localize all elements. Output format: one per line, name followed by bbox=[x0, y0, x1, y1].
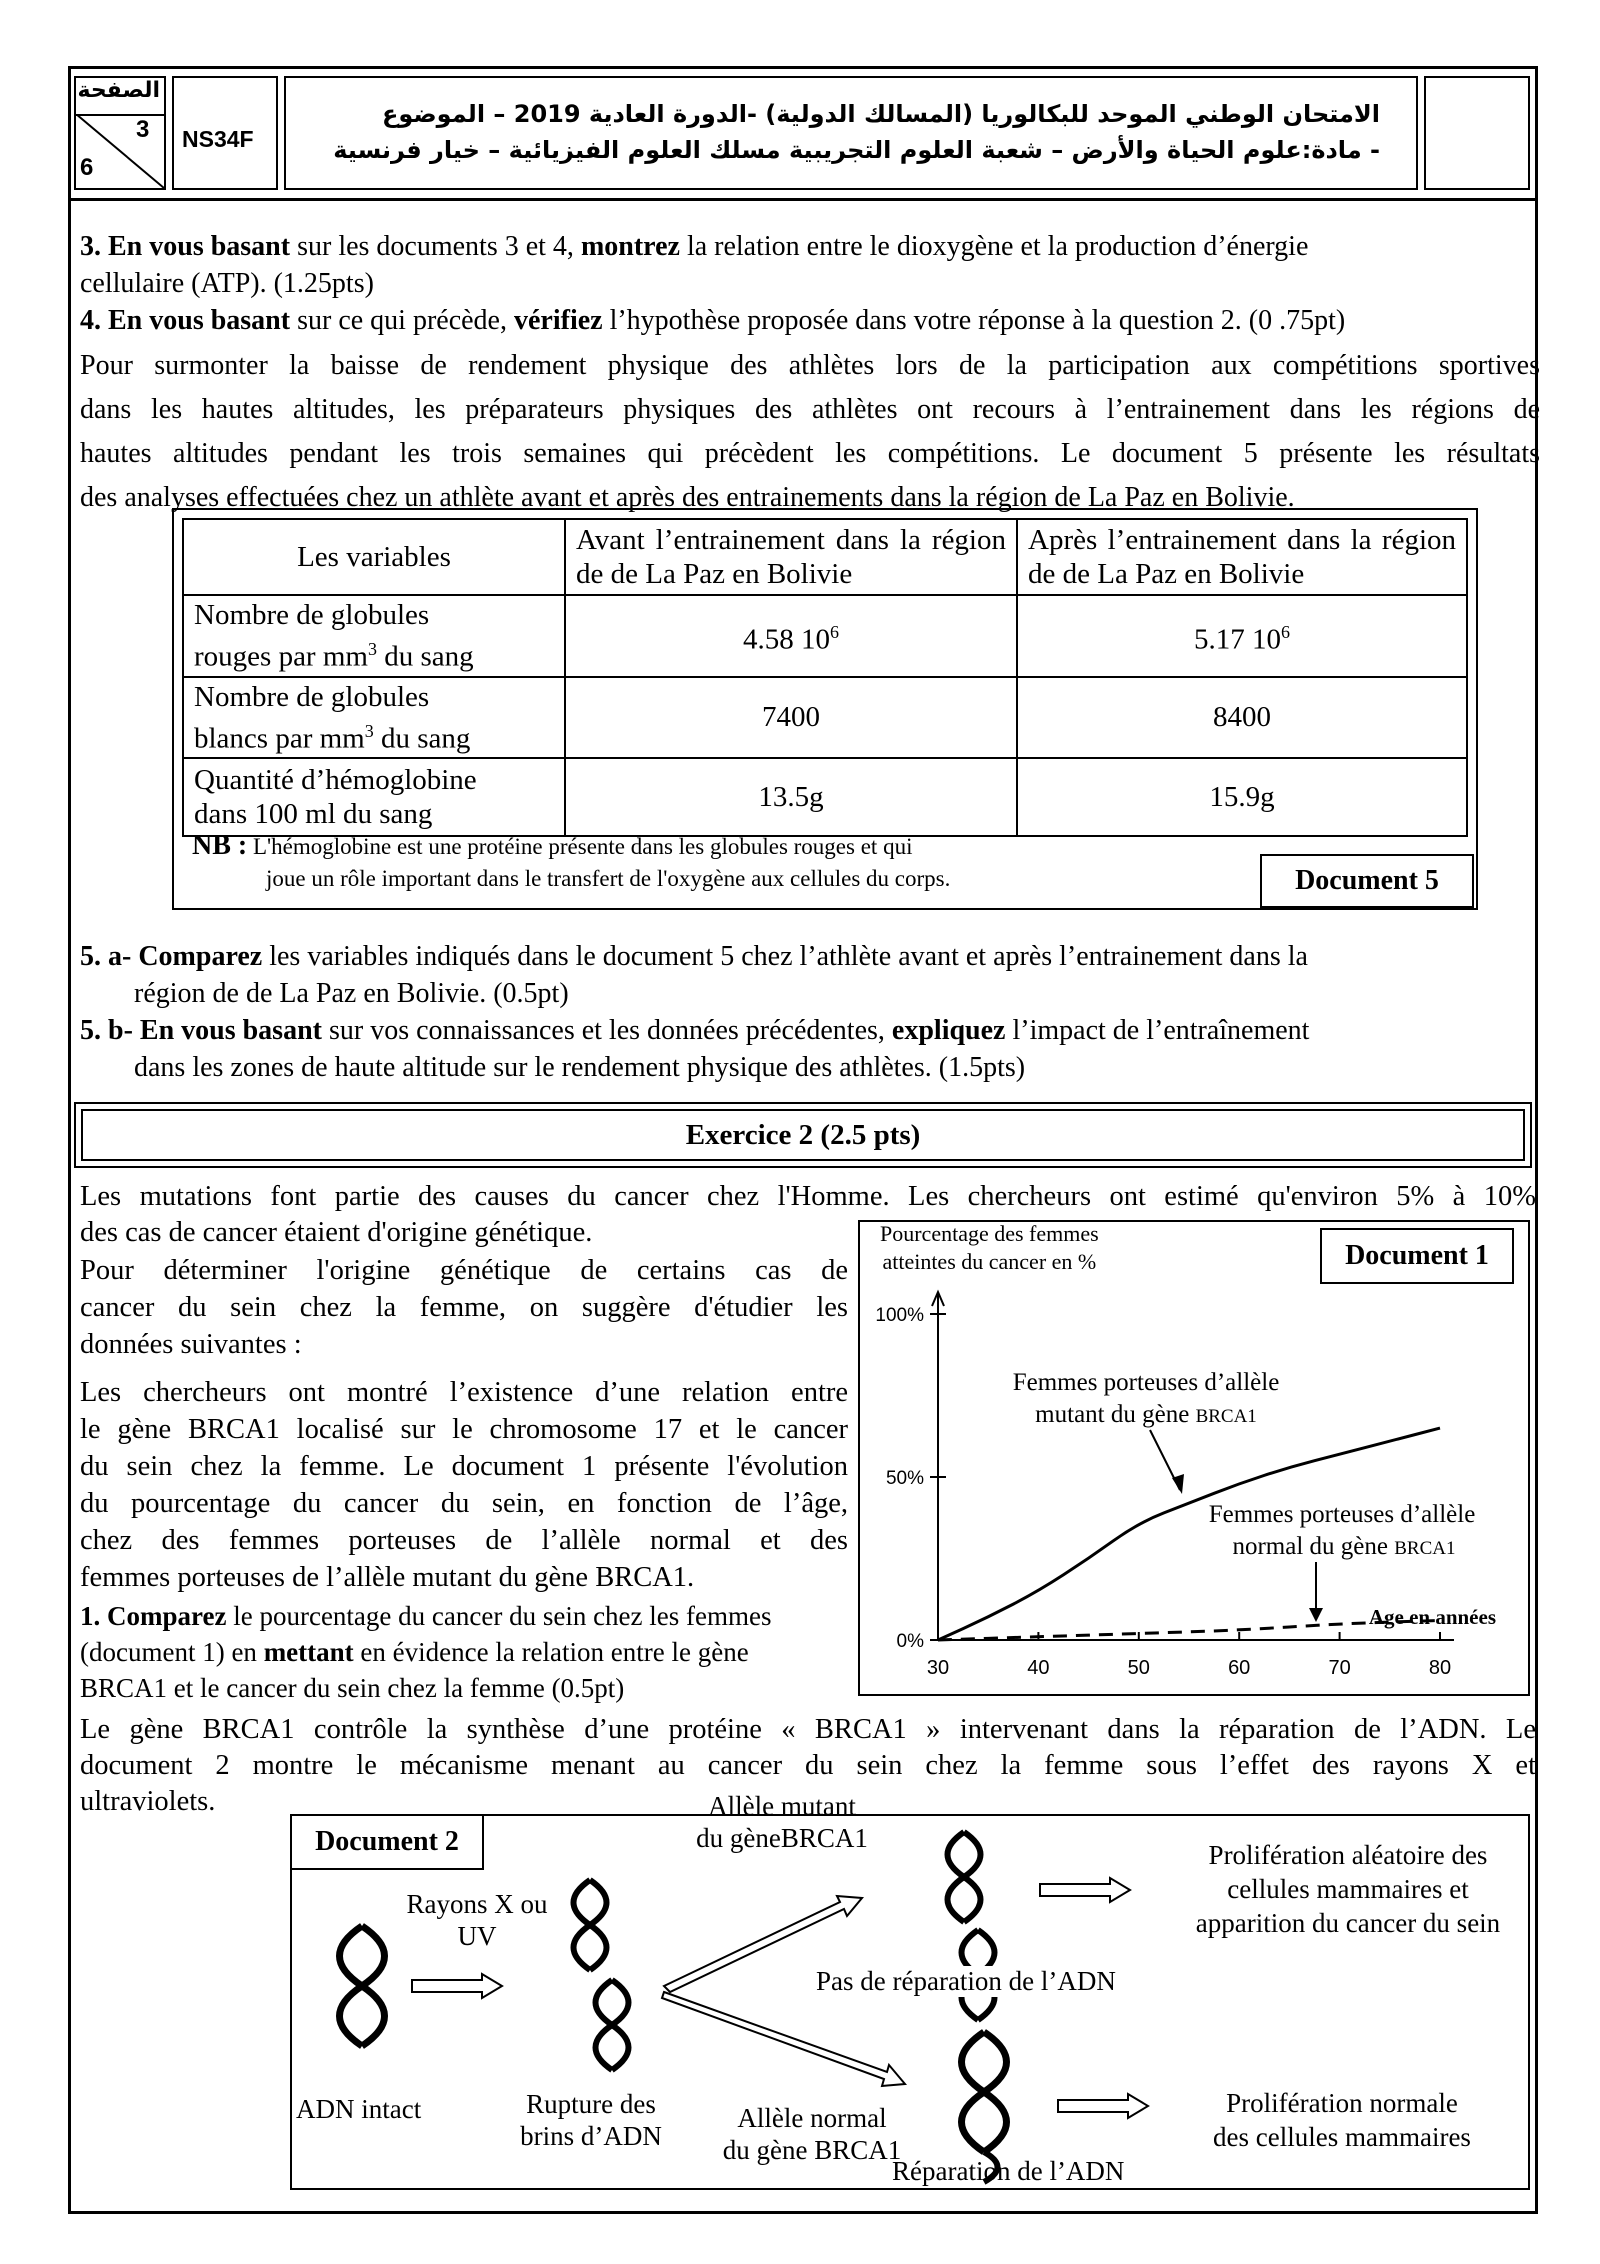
ex2-question-1 bbox=[80, 1598, 860, 1706]
variable-line: Nombre de globules bbox=[194, 599, 430, 631]
intro-line: des analyses effectuées chez un athlète avant et après des entrainements dans la région de La Paz en Bolivie. bbox=[80, 482, 1295, 513]
ex2-left-line: cancer du sein chez la femme, on suggère d'étudier les bbox=[80, 1292, 848, 1323]
ex2-q1-verb: mettant bbox=[263, 1637, 354, 1667]
ex2-after-line: Le gène BRCA1 contrôle la synthèse d’une protéine « BRCA1 » intervenant dans la réparation de l’ADN. Le bbox=[80, 1714, 1536, 1745]
page-current: 3 bbox=[136, 116, 150, 143]
document-2-frame bbox=[290, 1791, 1530, 2190]
x-tick-label: 50 bbox=[1127, 1657, 1150, 1679]
nb-line2: joue un rôle important dans le transfert de l'oxygène aux cellules du corps. bbox=[266, 866, 951, 891]
series-normal-label-gene: BRCA1 bbox=[1394, 1538, 1456, 1559]
page-total: 6 bbox=[80, 154, 94, 181]
table-cell-before: 13.5g bbox=[565, 758, 1017, 836]
exercise-2-title: Exercice 2 (2.5 pts) bbox=[685, 1119, 921, 1151]
question-5a bbox=[80, 938, 1550, 1012]
cancer-line1: Prolifération aléatoire des bbox=[1208, 1840, 1488, 1870]
nb-line1: L'hémoglobine est une protéine présente dans les globules rouges et qui bbox=[247, 834, 913, 859]
normal-prolif-line2: des cellules mammaires bbox=[1213, 2122, 1471, 2152]
ex2-left-line: du pourcentage du cancer du sein, en fonction de l’âge, bbox=[80, 1488, 848, 1519]
ex2-q1-text: (document 1) en bbox=[80, 1637, 264, 1667]
exam-code: NS34F bbox=[182, 126, 254, 152]
document-2-label: Document 2 bbox=[290, 1814, 484, 1870]
q5b-text1: sur vos connaissances et les données précédentes, bbox=[321, 1015, 892, 1046]
q3-lead: 3. En vous basant bbox=[80, 231, 291, 262]
rupture-label bbox=[506, 2088, 676, 2152]
q3-line2: cellulaire (ATP). (1.25pts) bbox=[80, 268, 374, 299]
document-1-label: Document 1 bbox=[1320, 1228, 1514, 1284]
exam-title-line2: - مادة:علوم الحياة والأرض – شعبة العلوم التجريبية مسلك العلوم الفيزيائية – خيار فرنسية bbox=[333, 136, 1380, 164]
grade-box bbox=[1424, 76, 1530, 190]
ex2-left-line: chez des femmes porteuses de l’allèle normal et des bbox=[80, 1525, 848, 1556]
x-tick-label: 40 bbox=[1027, 1657, 1050, 1679]
exercise-2-banner bbox=[74, 1102, 1532, 1168]
q4-text2: l’hypothèse proposée dans votre réponse à la question 2. (0 .75pt) bbox=[602, 305, 1346, 336]
ex2-after-line: ultraviolets. bbox=[80, 1786, 216, 1817]
variable-line: Quantité d’hémoglobine bbox=[194, 764, 477, 797]
document-5-frame bbox=[172, 508, 1478, 910]
cancer-line2: cellules mammaires et bbox=[1227, 1874, 1469, 1904]
ex2-q1-lead: 1. Comparez bbox=[80, 1601, 227, 1631]
ex2-left-line: femmes porteuses de l’allèle mutant du gène BRCA1. bbox=[80, 1562, 695, 1593]
exam-title-box bbox=[284, 76, 1418, 190]
repair-label: Réparation de l’ADN bbox=[892, 2156, 1125, 2186]
intro-line: hautes altitudes pendant les trois semaines qui précèdent les compétitions. Le document 5 présente les résultats bbox=[80, 438, 1540, 469]
table-cell-variable bbox=[183, 677, 565, 759]
intact-dna-icon bbox=[340, 1926, 385, 2046]
rays-line2: UV bbox=[457, 1921, 497, 1951]
ex2-left-line: Les chercheurs ont montré l’existence d’une relation entre bbox=[80, 1377, 848, 1408]
normal-arrow-icon bbox=[1058, 2094, 1148, 2118]
normal-prolif-line1: Prolifération normale bbox=[1226, 2088, 1458, 2118]
nb-label: NB : bbox=[192, 830, 248, 861]
mutant-broken-dna-top-icon bbox=[948, 1832, 981, 1922]
table-row bbox=[183, 595, 1467, 677]
table-header-cell: Les variables bbox=[183, 519, 565, 595]
mutant-line2: du gèneBRCA1 bbox=[696, 1823, 868, 1853]
q4-lead: 4. En vous basant bbox=[80, 305, 291, 336]
y-tick-label: 0% bbox=[896, 1631, 924, 1652]
cancer-result-label bbox=[1172, 1838, 1524, 1940]
x-tick-label: 60 bbox=[1228, 1657, 1251, 1679]
cancer-arrow-icon bbox=[1040, 1878, 1130, 1902]
rays-line1: Rayons X ou bbox=[406, 1889, 548, 1919]
ex2-q1-text: le pourcentage du cancer du sein chez les femmes bbox=[226, 1601, 772, 1631]
x-tick-label: 30 bbox=[926, 1657, 950, 1679]
table-cell-before: 7400 bbox=[565, 677, 1017, 759]
rays-arrow-icon bbox=[412, 1974, 502, 1998]
ex2-left-line: données suivantes : bbox=[80, 1329, 302, 1360]
series-normal-label: normal du gène BRCA1 bbox=[1232, 1533, 1456, 1560]
ex2-intro-line2: des cas de cancer étaient d'origine génétique. bbox=[80, 1217, 593, 1248]
ex2-left-block2 bbox=[80, 1374, 848, 1596]
q5a-line2: région de de La Paz en Bolivie. (0.5pt) bbox=[134, 978, 569, 1009]
series-mutant-label: mutant du gène BRCA1 bbox=[1035, 1401, 1257, 1428]
ex2-intro-line1: Les mutations font partie des causes du cancer chez l'Homme. Les chercheurs ont estimé qu'environ 5% à 10% bbox=[80, 1181, 1536, 1212]
ex2-after-line: document 2 montre le mécanisme menant au cancer du sein chez la femme sous l’effet des rayons X et bbox=[80, 1750, 1536, 1781]
q4-verb: vérifiez bbox=[513, 305, 603, 336]
ex2-q1-text: en évidence la relation entre le gène bbox=[353, 1637, 749, 1667]
x-tick-label: 70 bbox=[1328, 1657, 1351, 1679]
variable-line: dans 100 ml du sang bbox=[194, 798, 433, 831]
chart-title-line2: atteintes du cancer en % bbox=[882, 1249, 1097, 1274]
table-row bbox=[183, 758, 1467, 836]
rupture-line1: Rupture des bbox=[526, 2089, 656, 2119]
q5a-text1: les variables indiqués dans le document 5 chez l’athlète avant et après l’entrainement dans la bbox=[262, 941, 1308, 972]
page-number-box bbox=[74, 76, 166, 190]
ex2-left-block1 bbox=[80, 1252, 848, 1363]
variable-line: rouges par $mm^3$ du sang bbox=[194, 639, 474, 673]
variable-line: blancs par $mm^3$ du sang bbox=[194, 720, 471, 755]
normal-result-label bbox=[1172, 2086, 1512, 2154]
table-cell-after: 5.17 $10^6$ bbox=[1017, 595, 1467, 677]
series-normal-label: Femmes porteuses d’allèle bbox=[1208, 1501, 1476, 1528]
intro-line: Pour surmonter la baisse de rendement physique des athlètes lors de la participation aux compétitions sportives bbox=[80, 350, 1540, 381]
series-normal-line bbox=[938, 1620, 1440, 1640]
q5b-line2: dans les zones de haute altitude sur le rendement physique des athlètes. (1.5pts) bbox=[134, 1052, 1026, 1083]
table-cell-before: 4.58 $10^6$ bbox=[565, 595, 1017, 677]
q5a-lead: 5. a- Comparez bbox=[80, 941, 263, 972]
table-row bbox=[183, 677, 1467, 759]
exam-code-box bbox=[172, 76, 278, 190]
q3-text2: la relation entre le dioxygène et la production d’énergie bbox=[679, 231, 1309, 262]
q5b-verb: expliquez bbox=[891, 1015, 1006, 1046]
series-mutant-label: Femmes porteuses d’allèle bbox=[1012, 1369, 1280, 1396]
broken-dna-top-icon bbox=[574, 1880, 607, 1970]
ex2-left-line: le gène BRCA1 localisé sur le chromosome 17 et le cancer bbox=[80, 1414, 848, 1445]
mutant-allele-label bbox=[672, 1790, 892, 1854]
mutant-line1: Allèle mutant bbox=[708, 1791, 856, 1821]
no-repair-label: Pas de réparation de l’ADN bbox=[816, 1966, 1116, 1996]
y-tick-label: 100% bbox=[875, 1305, 924, 1326]
normal-line1: Allèle normal bbox=[737, 2103, 887, 2133]
q5b-lead: 5. b- En vous basant bbox=[80, 1015, 322, 1046]
rays-label bbox=[392, 1888, 562, 1952]
table-cell-variable bbox=[183, 595, 565, 677]
ex2-q1-text: BRCA1 et le cancer du sein chez la femme (0.5pt) bbox=[80, 1673, 625, 1703]
table-cell-after: 8400 bbox=[1017, 677, 1467, 759]
document-1-chart bbox=[860, 1222, 1528, 1694]
table-header-cell: Avant l’entrainement dans la région de de La Paz en Bolivie bbox=[565, 519, 1017, 595]
series-normal-pointer-head bbox=[1309, 1608, 1323, 1622]
cancer-line3: apparition du cancer du sein bbox=[1195, 1908, 1501, 1938]
table-cell-variable bbox=[183, 758, 565, 836]
page-label: الصفحة bbox=[77, 78, 160, 103]
normal-line2: du gène BRCA1 bbox=[722, 2135, 902, 2165]
q4-text1: sur ce qui précède, bbox=[290, 305, 514, 336]
chart-title-line1: Pourcentage des femmes bbox=[880, 1221, 1099, 1246]
exercise-2-inner bbox=[81, 1109, 1525, 1161]
intact-dna-label: ADN intact bbox=[296, 2094, 422, 2124]
chart-title bbox=[880, 1220, 1099, 1276]
series-mutant-label-gene: BRCA1 bbox=[1195, 1406, 1257, 1427]
normal-allele-label bbox=[702, 2102, 922, 2166]
question-4 bbox=[80, 302, 1550, 339]
ex2-left-line: du sein chez la femme. Le document 1 présente l'évolution bbox=[80, 1451, 848, 1482]
broken-dna-bottom-icon bbox=[596, 1980, 629, 2070]
document-5-label: Document 5 bbox=[1260, 854, 1474, 908]
x-tick-label: 80 bbox=[1428, 1657, 1452, 1679]
q3-verb: montrez bbox=[580, 231, 680, 262]
y-tick-label: 50% bbox=[885, 1468, 924, 1489]
rupture-line2: brins d’ADN bbox=[520, 2121, 662, 2151]
variable-line: Nombre de globules bbox=[194, 680, 430, 713]
x-axis-label: Age en années bbox=[1368, 1605, 1496, 1629]
q5b-text2: l’impact de l’entraînement bbox=[1005, 1015, 1310, 1046]
intro-line: dans les hautes altitudes, les préparateurs physiques des athlètes ont recours à l’entrainement dans les régions de bbox=[80, 394, 1540, 425]
intro-paragraph bbox=[80, 344, 1540, 520]
header-separator bbox=[68, 198, 1538, 201]
document-1-frame bbox=[858, 1220, 1530, 1696]
table-cell-after: 15.9g bbox=[1017, 758, 1467, 836]
q3-text1: sur les documents 3 et 4, bbox=[290, 231, 581, 262]
exam-title-line1: الامتحان الوطني الموحد للبكالوريا (المسالك الدولية) -الدورة العادية 2019 – الموضوع bbox=[382, 100, 1380, 128]
ex2-left-line: Pour déterminer l'origine génétique de certains cas de bbox=[80, 1255, 848, 1286]
table-header-row bbox=[183, 519, 1467, 595]
question-3 bbox=[80, 228, 1540, 302]
table-header-cell: Après l’entrainement dans la région de de La Paz en Bolivie bbox=[1017, 519, 1467, 595]
document-5-table bbox=[182, 518, 1468, 837]
question-5b bbox=[80, 1012, 1550, 1086]
nb-note bbox=[192, 830, 950, 895]
